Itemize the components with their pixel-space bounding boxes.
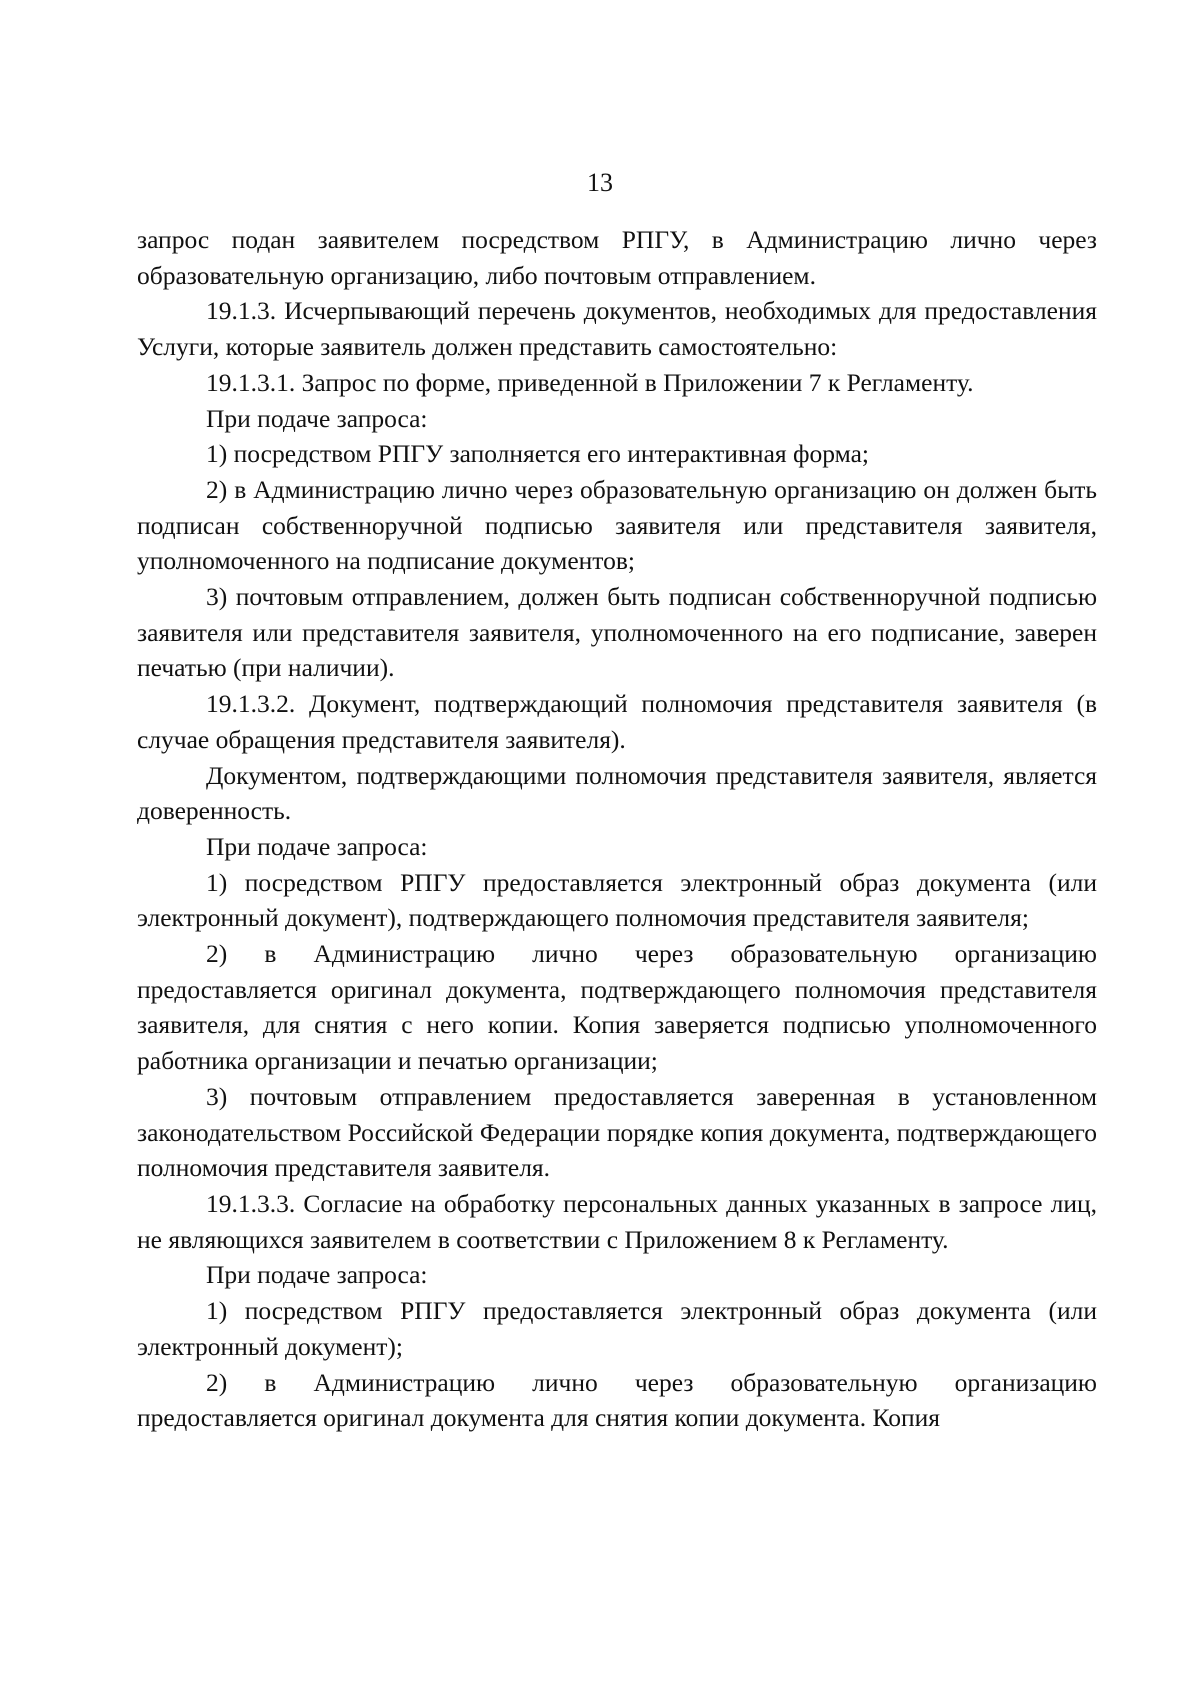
paragraph: 2) в Администрацию лично через образовательную организацию он должен быть подписан собственноручной подписью заявителя или представителя заявителя, уполномоченного на подписание документов; [137, 474, 1097, 576]
paragraph: 19.1.3.1. Запрос по форме, приведенной в Приложении 7 к Регламенту. [206, 367, 974, 397]
paragraph: При подаче запроса: [206, 1260, 428, 1290]
paragraph: запрос подан заявителем посредством РПГУ, в Администрацию лично через образовательную организацию, либо почтовым отправлением. [137, 225, 1097, 290]
page-number: 13 [587, 168, 613, 197]
body-text [137, 222, 1097, 1436]
paragraph: При подаче запроса: [206, 831, 428, 861]
paragraph: 3) почтовым отправлением, должен быть подписан собственноручной подписью заявителя или представителя заявителя, уполномоченного на его подписание, заверен печатью (при наличии). [137, 582, 1097, 683]
paragraph: 3) почтовым отправлением предоставляется заверенная в установленном законодательством Российской Федерации порядке копия документа, подтверждающего полномочия представителя заявителя. [137, 1081, 1097, 1183]
paragraph: При подаче запроса: [206, 403, 428, 433]
paragraph: 19.1.3.2. Документ, подтверждающий полномочия представителя заявителя (в случае обращения представителя заявителя). [137, 689, 1097, 754]
paragraph: 1) посредством РПГУ предоставляется электронный образ документа (или электронный документ); [137, 1296, 1097, 1361]
paragraph: 2) в Администрацию лично через образовательную организацию предоставляется оригинал документа, подтверждающего полномочия представителя заявителя, для снятия с него копии. Копия заверяется подписью уполномоченного работника организации и печатью организации; [137, 939, 1097, 1076]
paragraph: Документом, подтверждающими полномочия представителя заявителя, является доверенность. [137, 760, 1097, 826]
paragraph: 2) в Администрацию лично через образовательную организацию предоставляется оригинал документа для снятия копии документа. Копия [137, 1367, 1097, 1433]
paragraph: 1) посредством РПГУ заполняется его интерактивная форма; [206, 439, 869, 469]
paragraph: 19.1.3.3. Согласие на обработку персональных данных указанных в запросе лиц, не являющихся заявителем в соответствии с Приложением 8 к Регламенту. [137, 1188, 1097, 1254]
paragraph: 1) посредством РПГУ предоставляется электронный образ документа (или электронный документ), подтверждающего полномочия представителя заявителя; [137, 867, 1097, 933]
paragraph: 19.1.3. Исчерпывающий перечень документов, необходимых для предоставления Услуги, которые заявитель должен представить самостоятельно: [137, 296, 1097, 362]
